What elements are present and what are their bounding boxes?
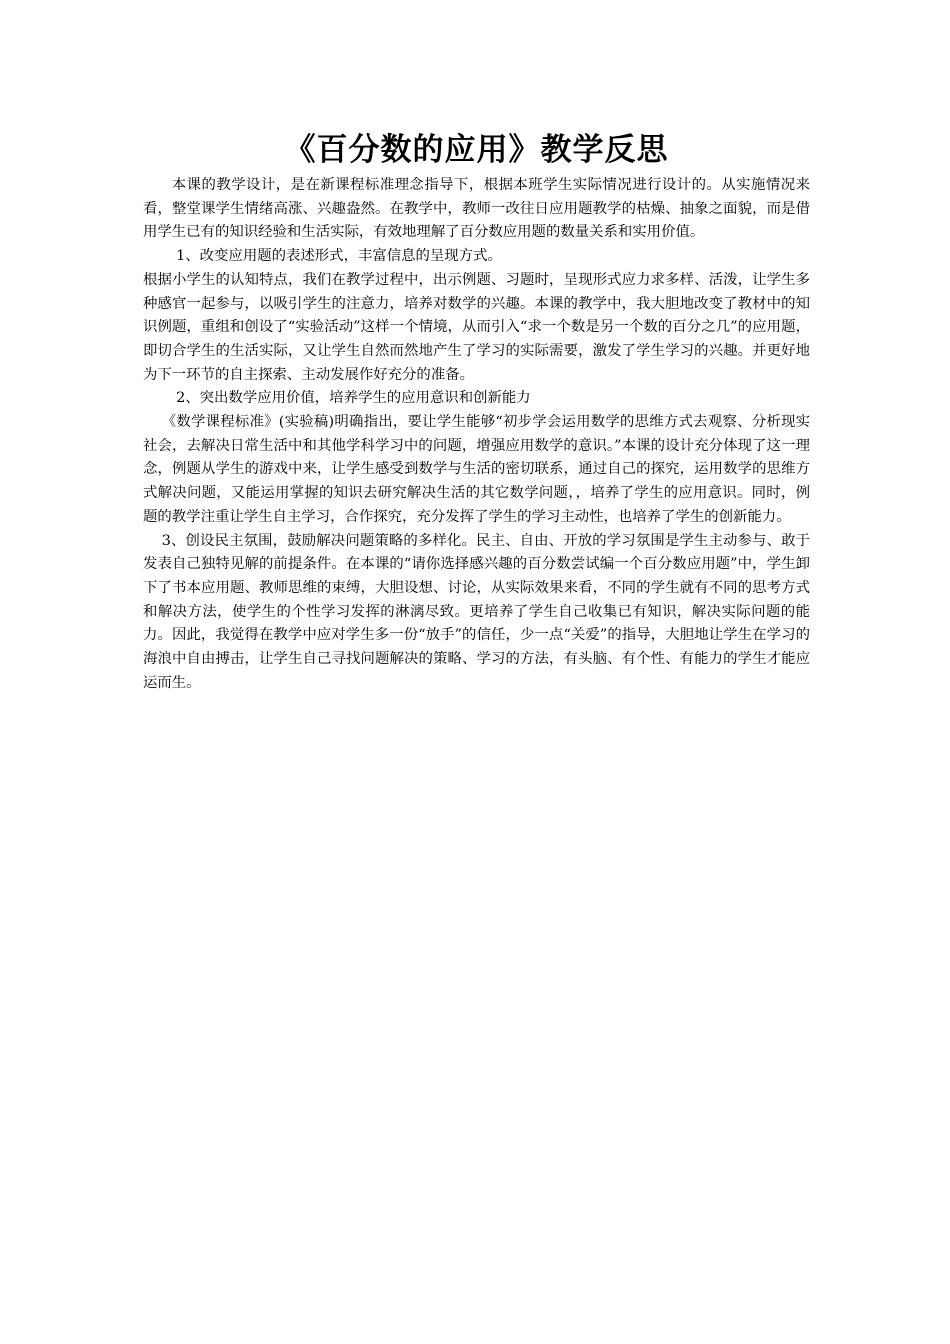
section-heading-2: 2、突出数学应用价值，培养学生的应用意识和创新能力 [176,390,531,407]
document-title: 《百分数的应用》教学反思 [284,132,669,168]
section-body-3: 3、创设民主氛围，鼓励解决问题策略的多样化。民主、自由、开放的学习氛围是学生主动参与、敢于发表自己独特见解的前提条件。在本课的“请你选择感兴趣的百分数尝试编一个百分数应用题”中，学生卸下了书本应用题、教师思维的束缚，大胆设想、讨论，从实际效果来看，不同的学生就有不同的思考方式和解决方法，使学生的个性学习发挥的淋漓尽致。更培养了学生自己收集已有知识，解决实际问题的能力。因此，我觉得在教学中应对学生多一份“放手”的信任，少一点“关爱”的指导，大胆地让学生在学习的海浪中自由搏击，让学生自己寻找问题解决的策略、学习的方法，有头脑、有个性、有能力的学生才能应运而生。 [143,532,810,691]
section-heading-1: 1、改变应用题的表述形式，丰富信息的呈现方式。 [176,248,502,265]
intro-paragraph: 本课的教学设计，是在新课程标准理念指导下，根据本班学生实际情况进行设计的。从实施情况来看，整堂课学生情绪高涨、兴趣盎然。在教学中，教师一改往日应用题教学的枯燥、抽象之面貌，而是借用学生已有的知识经验和生活实际，有效地理解了百分数应用题的数量关系和实用价值。 [143,177,810,241]
document-page [143,128,810,695]
section-body-1: 根据小学生的认知特点，我们在教学过程中，出示例题、习题时，呈现形式应力求多样、活泼，让学生多种感官一起参与，以吸引学生的注意力，培养对数学的兴趣。本课的教学中，我大胆地改变了教材中的知识例题，重组和创设了“实验活动”这样一个情境，从而引入“求一个数是另一个数的百分之几”的应用题，即切合学生的生活实际，又让学生自然而然地产生了学习的实际需要，激发了学生学习的兴趣。并更好地为下一环节的自主探索、主动发展作好充分的准备。 [143,271,810,383]
section-body-2: 《数学课程标准》(实验稿)明确指出，要让学生能够“初步学会运用数学的思维方式去观察、分析现实社会，去解决日常生活中和其他学科学习中的问题，增强应用数学的意识。”本课的设计充分体现了这一理念，例题从学生的游戏中来，让学生感受到数学与生活的密切联系，通过自己的探究，运用数学的思维方式解决问题，又能运用掌握的知识去研究解决生活的其它数学问题，，培养了学生的应用意识。同时，例题的教学注重让学生自主学习，合作探究，充分发挥了学生的学习主动性，也培养了学生的创新能力。 [143,414,810,525]
